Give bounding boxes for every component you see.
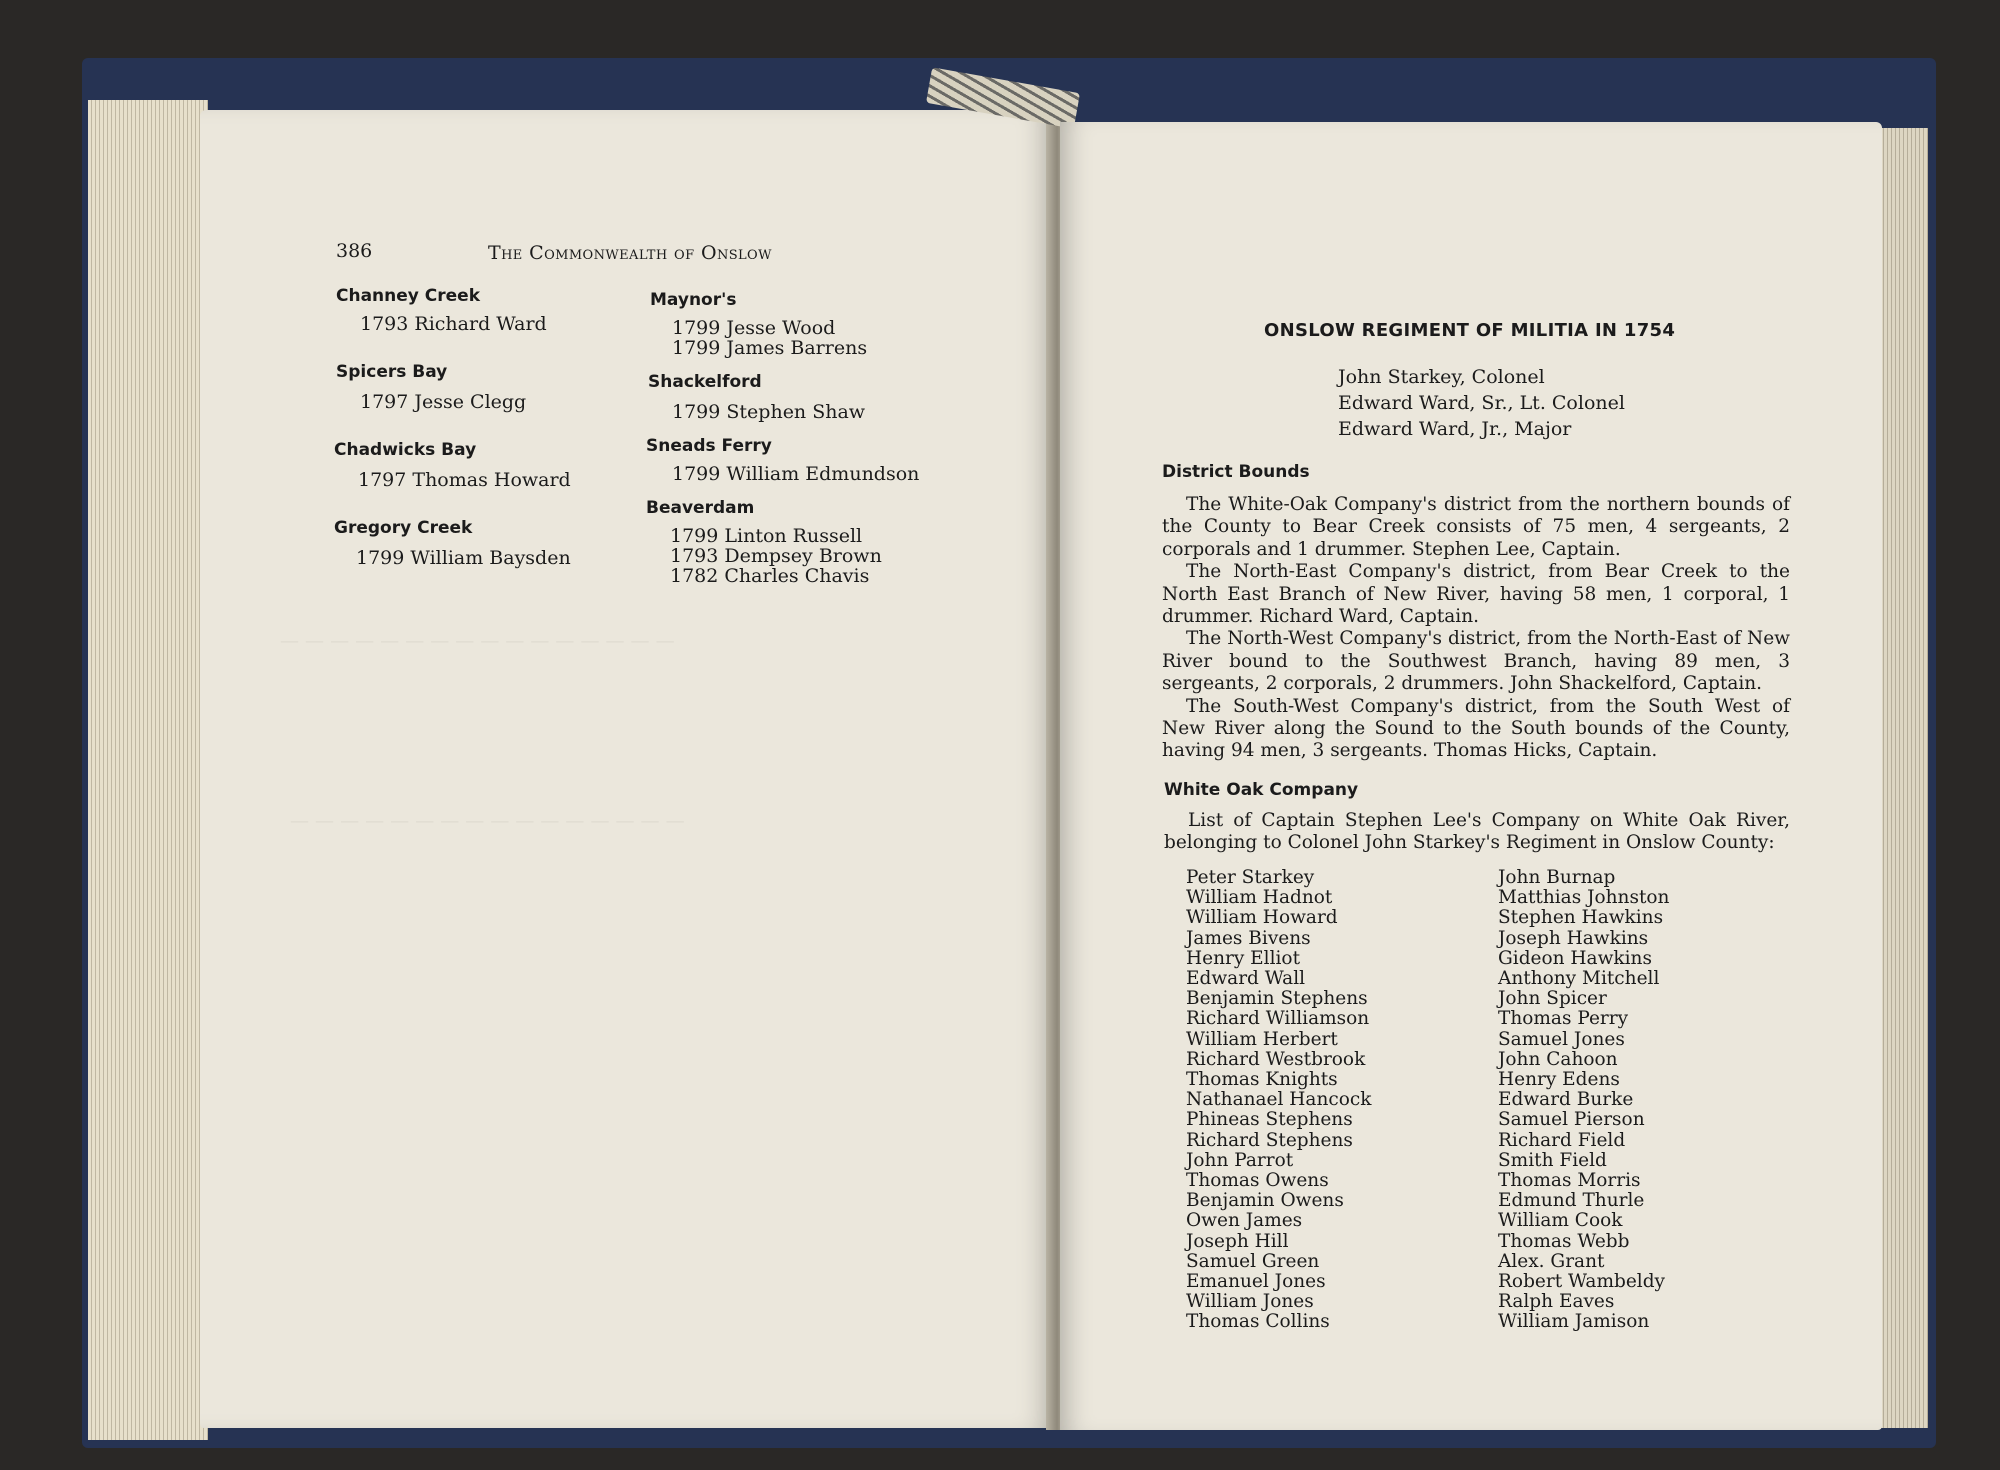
roster-name: Joseph Hill (1186, 1230, 1289, 1252)
roster-name: Henry Elliot (1186, 947, 1300, 969)
officer: John Starkey, Colonel (1338, 366, 1545, 388)
roster-name: Benjamin Owens (1186, 1190, 1344, 1212)
roster-name: Owen James (1186, 1210, 1303, 1232)
roster-name: Anthony Mitchell (1498, 968, 1660, 990)
roster-name: Thomas Knights (1186, 1069, 1338, 1091)
roster-name: Thomas Webb (1498, 1230, 1630, 1252)
roster-name: Edmund Thurle (1498, 1190, 1645, 1212)
right-page (1060, 122, 1882, 1430)
left-page-edges (88, 100, 208, 1440)
roster-name: Richard Stephens (1186, 1129, 1353, 1151)
roster-name: William Hadnot (1186, 887, 1333, 909)
grant-entry: 1799 Linton Russell (670, 525, 863, 547)
roster-name: William Cook (1498, 1210, 1623, 1232)
grant-entry: 1799 Stephen Shaw (672, 401, 866, 423)
roster-column-right (1498, 868, 1669, 1333)
paragraph: List of Captain Stephen Lee's Company on White Oak River, belonging to Colonel John Starkey's Regiment in Onslow County: (1164, 810, 1790, 854)
roster-name: Richard Westbrook (1186, 1048, 1366, 1070)
roster-name: William Jamison (1498, 1311, 1650, 1333)
roster-name: Smith Field (1498, 1149, 1607, 1171)
place-heading: Maynor's (650, 290, 737, 310)
roster-name: Thomas Owens (1186, 1170, 1329, 1192)
place-heading: Chadwicks Bay (334, 440, 477, 460)
roster-name: Nathanael Hancock (1186, 1089, 1372, 1111)
roster-name: Robert Wambeldy (1498, 1271, 1665, 1293)
grant-entry: 1799 James Barrens (672, 337, 868, 359)
roster-name: Richard Field (1498, 1129, 1626, 1151)
place-heading: Sneads Ferry (646, 436, 772, 456)
roster-name: Richard Williamson (1186, 1008, 1370, 1030)
left-page (200, 110, 1056, 1428)
roster-name: Thomas Perry (1498, 1008, 1629, 1030)
roster-name: Edward Burke (1498, 1089, 1634, 1111)
paragraph: The North-West Company's district, from the North-East of New River bound to the Southwest Branch, having 89 men, 3 sergeants, 2 corporals, 2 drummers. John Shackelford, Captain. (1162, 628, 1790, 695)
page-number: 386 (336, 240, 373, 262)
roster-name: Benjamin Stephens (1186, 988, 1368, 1010)
roster-name: Thomas Collins (1186, 1311, 1330, 1333)
bleed-through-text: — — — — — — — — — — — — — — — — (280, 630, 675, 652)
page-title: ONSLOW REGIMENT OF MILITIA IN 1754 (1264, 320, 1676, 341)
section-heading-district-bounds: District Bounds (1162, 462, 1310, 482)
grant-entry: 1799 William Edmundson (672, 463, 920, 485)
roster-column-left (1186, 868, 1371, 1333)
place-heading: Shackelford (648, 372, 762, 392)
roster-name: James Bivens (1186, 927, 1311, 949)
roster-name: Phineas Stephens (1186, 1109, 1353, 1131)
roster-name: Gideon Hawkins (1498, 947, 1652, 969)
grant-entry: 1799 William Baysden (356, 547, 571, 569)
roster-name: Matthias Johnston (1498, 887, 1670, 909)
roster-name: Alex. Grant (1498, 1250, 1605, 1272)
roster-name: William Herbert (1186, 1028, 1338, 1050)
roster-name: John Burnap (1498, 867, 1616, 888)
paragraph: The North-East Company's district, from Bear Creek to the North East Branch of New River, having 58 men, 1 corporal, 1 drummer. Richard Ward, Captain. (1162, 561, 1790, 628)
officer: Edward Ward, Jr., Major (1338, 418, 1572, 440)
paragraph: The White-Oak Company's district from the northern bounds of the County to Bear Creek consists of 75 men, 4 sergeants, 2 corporals and 1 drummer. Stephen Lee, Captain. (1162, 494, 1790, 560)
roster-name: Peter Starkey (1186, 867, 1315, 888)
roster-name: Joseph Hawkins (1498, 927, 1649, 949)
roster-name: Ralph Eaves (1498, 1291, 1615, 1313)
roster-name: William Jones (1186, 1291, 1314, 1313)
company-intro (1164, 810, 1790, 855)
grant-entries (670, 526, 882, 586)
grant-entry: 1799 Jesse Wood (672, 317, 836, 339)
section-heading-white-oak-company: White Oak Company (1164, 780, 1359, 800)
right-page-edges (1880, 128, 1928, 1428)
grant-entries (672, 318, 867, 358)
place-heading: Spicers Bay (336, 362, 448, 382)
officer: Edward Ward, Sr., Lt. Colonel (1338, 392, 1625, 414)
place-heading: Channey Creek (336, 286, 481, 306)
roster-name: Thomas Morris (1498, 1170, 1641, 1192)
grant-entry: 1793 Dempsey Brown (670, 545, 882, 567)
bleed-through-text: — — — — — — — — — — — — — — — — (290, 810, 685, 832)
grant-entry: 1782 Charles Chavis (670, 565, 870, 587)
roster-name: Samuel Green (1186, 1250, 1320, 1272)
district-bounds-text (1162, 494, 1790, 763)
roster-name: John Cahoon (1498, 1048, 1618, 1070)
grant-entry: 1793 Richard Ward (360, 313, 547, 335)
grant-entry: 1797 Thomas Howard (358, 469, 571, 491)
roster-name: Edward Wall (1186, 968, 1306, 990)
roster-name: Samuel Pierson (1498, 1109, 1645, 1131)
paragraph: The South-West Company's district, from the South West of New River along the Sound to the South bounds of the County, having 94 men, 3 sergeants. Thomas Hicks, Captain. (1162, 695, 1790, 762)
roster-name: Emanuel Jones (1186, 1271, 1326, 1293)
roster-name: John Parrot (1186, 1149, 1294, 1171)
roster-name: Henry Edens (1498, 1069, 1620, 1091)
roster-name: John Spicer (1498, 988, 1607, 1010)
place-heading: Beaverdam (646, 498, 755, 518)
grant-entry: 1797 Jesse Clegg (360, 391, 527, 413)
place-heading: Gregory Creek (334, 518, 473, 538)
roster-name: William Howard (1186, 907, 1338, 929)
roster-name: Samuel Jones (1498, 1028, 1625, 1050)
officer-list (1338, 364, 1625, 442)
running-head: The Commonwealth of Onslow (488, 242, 772, 264)
roster-name: Stephen Hawkins (1498, 907, 1664, 929)
